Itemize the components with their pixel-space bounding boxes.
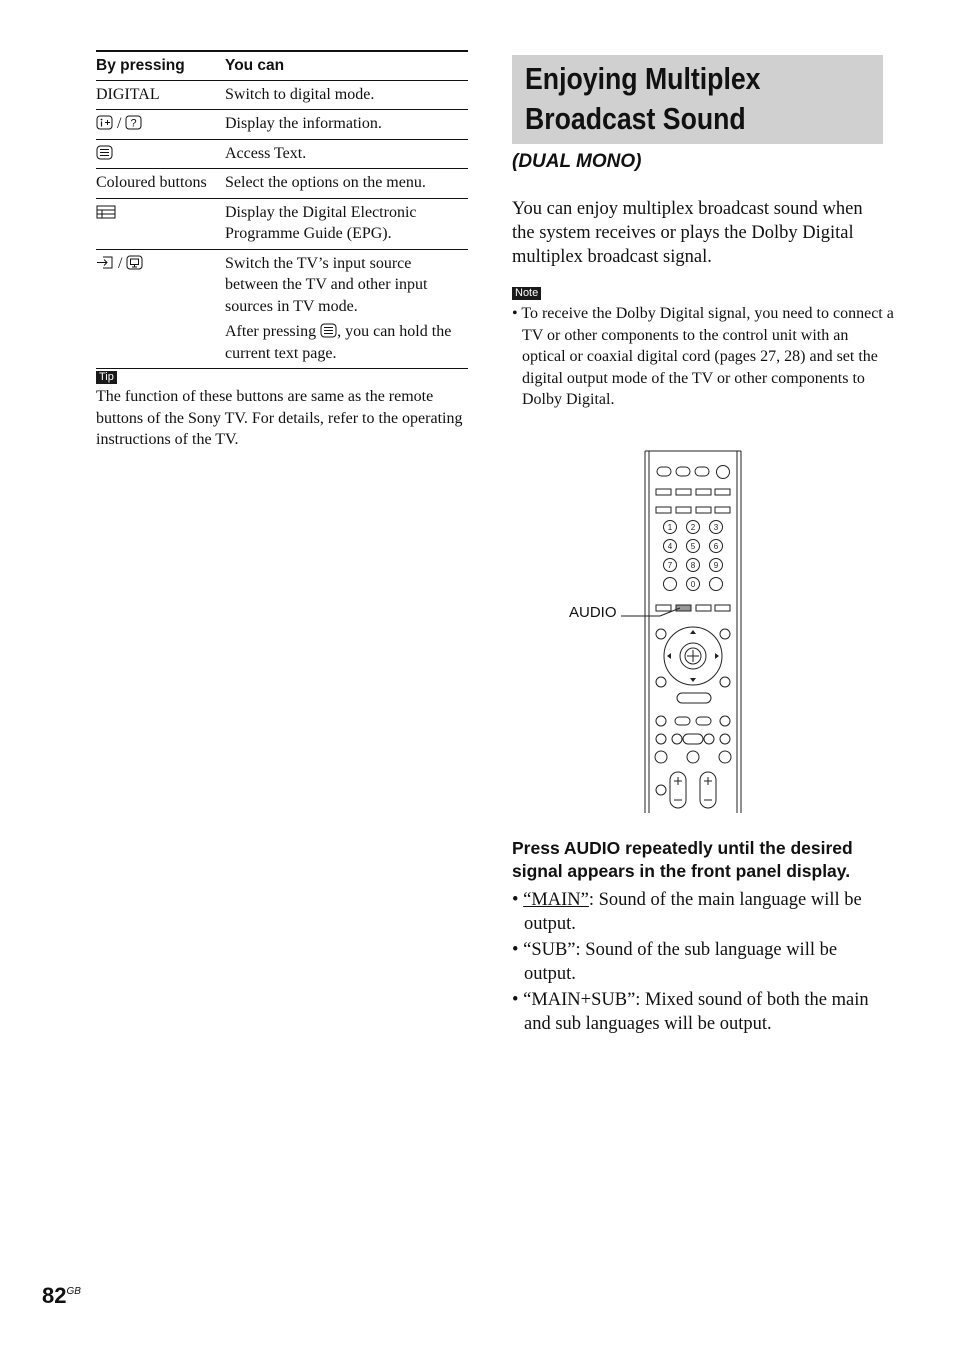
input-select-icon [96, 255, 114, 270]
intro-paragraph: You can enjoy multiplex broadcast sound when the system receives or plays the Dolby Digital multiplex broadcast signal. [512, 199, 863, 267]
table-row [96, 169, 468, 199]
button-function-table [96, 50, 468, 369]
info-icon [96, 115, 113, 130]
list-item: • “MAIN+SUB”: Mixed sound of both the main and sub languages will be output. [512, 990, 869, 1034]
list-item: • “MAIN”: Sound of the main language will be output. [512, 890, 862, 934]
list-item: • “SUB”: Sound of the sub language will be output. [512, 940, 838, 984]
action-cell: Switch to digital mode. [225, 80, 468, 110]
column-header-by-pressing: By pressing [96, 51, 225, 80]
action-cell [225, 249, 468, 369]
page-title [525, 59, 826, 139]
audio-callout-label: AUDIO [569, 604, 617, 621]
page-title-line-1: Enjoying Multiplex [525, 61, 761, 96]
section-subtitle: (DUAL MONO) [512, 151, 642, 172]
svg-text:?: ? [130, 117, 138, 130]
page-number: $82^{GB}$ [42, 1283, 81, 1308]
key-cell: / ? [96, 110, 225, 140]
text-icon [96, 145, 113, 160]
table-row [96, 249, 468, 369]
key-cell: / [96, 249, 225, 369]
svg-text:3: 3 [713, 523, 719, 532]
table-header-row [96, 51, 468, 80]
action-cell: Display the Digital Electronic Programme Guide (EPG). [225, 198, 468, 249]
action-extra: After pressing , you can hold the current text page. [225, 323, 452, 362]
svg-text:6: 6 [713, 542, 719, 551]
page-number-suffix: GB [66, 1286, 81, 1297]
table-row [96, 110, 468, 140]
option-name: “SUB” [523, 940, 576, 960]
action-cell: Display the information. [225, 110, 468, 140]
remote-control-illustration [560, 445, 750, 820]
option-name: “MAIN” [523, 890, 589, 910]
svg-text:9: 9 [713, 561, 719, 570]
column-header-you-can: You can [225, 51, 468, 80]
svg-text:4: 4 [667, 542, 673, 551]
action-text: Switch the TV’s input source between the TV and other input sources in TV mode. [225, 254, 428, 315]
tip-label: Tip [96, 371, 117, 384]
text-icon [320, 323, 337, 338]
svg-text:5: 5 [690, 542, 696, 551]
tip-text: The function of these buttons are same as the remote buttons of the Sony TV. For details, refer to the operating instructions of the TV. [96, 388, 463, 448]
table-row [96, 139, 468, 169]
table-row [96, 80, 468, 110]
note-label: Note [512, 287, 541, 300]
tv-input-icon [126, 255, 143, 270]
section-title-banner [512, 55, 883, 144]
page-title-line-2: Broadcast Sound [525, 101, 746, 136]
help-icon [125, 115, 142, 130]
note-text: • To receive the Dolby Digital signal, you need to connect a TV or other components to the control unit with an optical or coaxial digital cord (pages 27, 28) and set the digital output mode of the TV or other components to Dolby Digital. [512, 305, 894, 408]
table-row [96, 198, 468, 249]
output-options-list [512, 888, 884, 1038]
action-cell: Select the options on the menu. [225, 169, 468, 199]
key-cell [96, 139, 225, 169]
svg-text:7: 7 [667, 561, 673, 570]
svg-text:2: 2 [690, 523, 696, 532]
svg-text:1: 1 [667, 523, 673, 532]
key-cell: DIGITAL [96, 80, 225, 110]
svg-text:8: 8 [690, 561, 696, 570]
instruction-step: Press AUDIO repeatedly until the desired signal appears in the front panel display. [512, 838, 853, 881]
svg-text:0: 0 [690, 580, 696, 589]
epg-guide-icon [96, 205, 116, 219]
key-cell: Coloured buttons [96, 169, 225, 199]
option-name: “MAIN+SUB” [523, 990, 636, 1010]
key-cell [96, 198, 225, 249]
action-cell: Access Text. [225, 139, 468, 169]
